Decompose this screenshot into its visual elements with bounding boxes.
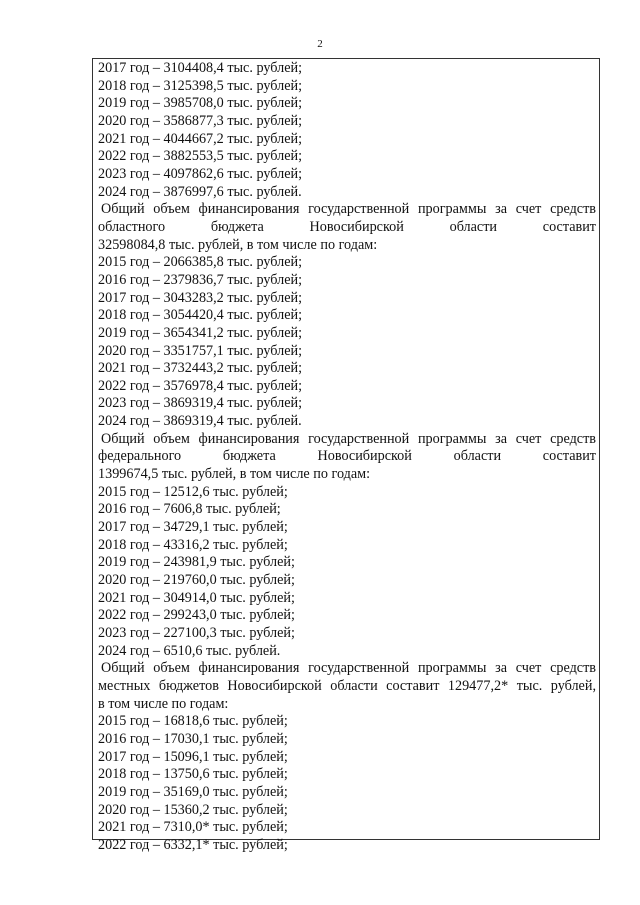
funding-year-line: 2021 год – 7310,0* тыс. рублей; (98, 819, 288, 836)
funding-paragraph (98, 660, 596, 713)
funding-year-line: 2020 год – 15360,2 тыс. рублей; (98, 801, 288, 818)
content-frame (92, 58, 600, 853)
funding-year-line: 2015 год – 16818,6 тыс. рублей; (98, 713, 288, 730)
funding-year-line: 2023 год – 227100,3 тыс. рублей; (98, 625, 295, 641)
funding-year-line: 2018 год – 3054420,4 тыс. рублей; (98, 307, 303, 324)
funding-year-line: 2024 год – 6510,6 тыс. рублей. (98, 642, 281, 659)
funding-year-line: 2022 год – 3576978,4 тыс. рублей; (98, 377, 303, 394)
funding-year-line: 2019 год – 3654341,2 тыс. рублей; (98, 324, 303, 341)
paragraph-line: местных бюджетов Новосибирской области составит 129477,2* тыс. рублей, (98, 677, 596, 694)
document-body (93, 59, 599, 855)
funding-year-line: 2020 год – 3586877,3 тыс. рублей; (98, 112, 303, 129)
funding-year-line: 2023 год – 3869319,4 тыс. рублей; (98, 395, 303, 412)
funding-year-line: 2015 год – 2066385,8 тыс. рублей; (98, 254, 303, 271)
funding-year-line: 2022 год – 6332,1* тыс. рублей; (98, 836, 288, 853)
paragraph-line: областного бюджета Новосибирской области составит (98, 218, 596, 235)
paragraph-line: 1399674,5 тыс. рублей, в том числе по годам: (98, 466, 371, 483)
funding-year-line: 2018 год – 13750,6 тыс. рублей; (98, 766, 288, 783)
funding-year-line: 2018 год – 3125398,5 тыс. рублей; (98, 77, 303, 94)
funding-year-line: 2021 год – 3732443,2 тыс. рублей; (98, 360, 303, 377)
funding-year-line: 2016 год – 17030,1 тыс. рублей; (98, 730, 288, 747)
funding-year-line: 2017 год – 34729,1 тыс. рублей; (98, 519, 288, 536)
funding-year-line: 2023 год – 4097862,6 тыс. рублей; (98, 165, 303, 182)
funding-paragraph (98, 431, 596, 484)
funding-year-line: 2016 год – 7606,8 тыс. рублей; (98, 501, 281, 518)
paragraph-line: Общий объем финансирования государственной программы за счет средств (101, 201, 596, 218)
funding-year-line: 2020 год – 219760,0 тыс. рублей; (98, 572, 295, 589)
funding-year-line: 2021 год – 304914,0 тыс. рублей; (98, 589, 295, 606)
page-number: 2 (317, 38, 323, 50)
funding-year-line: 2017 год – 3104408,4 тыс. рублей; (98, 60, 303, 76)
funding-paragraph (98, 201, 596, 254)
funding-year-line: 2020 год – 3351757,1 тыс. рублей; (98, 342, 303, 359)
paragraph-line: федерального бюджета Новосибирской области составит (98, 448, 596, 465)
paragraph-line: 32598084,8 тыс. рублей, в том числе по годам: (98, 236, 378, 253)
funding-year-line: 2019 год – 243981,9 тыс. рублей; (98, 554, 295, 571)
funding-year-line: 2015 год – 12512,6 тыс. рублей; (98, 483, 288, 500)
funding-year-line: 2022 год – 299243,0 тыс. рублей; (98, 607, 295, 624)
funding-year-line: 2017 год – 15096,1 тыс. рублей; (98, 748, 288, 765)
paragraph-line: Общий объем финансирования государственной программы за счет средств (101, 660, 596, 677)
funding-year-line: 2024 год – 3869319,4 тыс. рублей. (98, 413, 302, 430)
funding-year-line: 2019 год – 35169,0 тыс. рублей; (98, 783, 288, 800)
funding-year-line: 2018 год – 43316,2 тыс. рублей; (98, 536, 288, 553)
funding-year-line: 2021 год – 4044667,2 тыс. рублей; (98, 130, 303, 147)
funding-year-line: 2017 год – 3043283,2 тыс. рублей; (98, 289, 303, 306)
funding-year-line: 2024 год – 3876997,6 тыс. рублей. (98, 183, 302, 200)
paragraph-line: в том числе по годам: (98, 695, 229, 712)
funding-year-line: 2016 год – 2379836,7 тыс. рублей; (98, 271, 303, 288)
funding-year-line: 2019 год – 3985708,0 тыс. рублей; (98, 95, 303, 112)
paragraph-line: Общий объем финансирования государственной программы за счет средств (101, 430, 596, 447)
funding-year-line: 2022 год – 3882553,5 тыс. рублей; (98, 148, 303, 165)
